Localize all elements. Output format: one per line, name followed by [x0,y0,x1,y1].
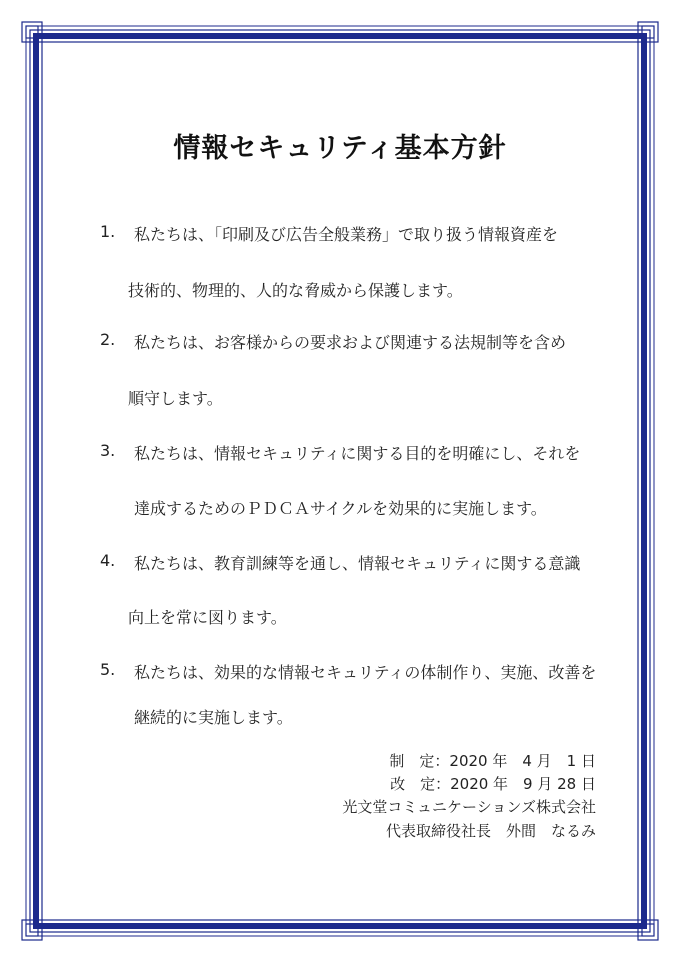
item-number: 3. [100,441,116,460]
item-line: 私たちは、お客様からの要求および関連する法規制等を含め [134,333,567,352]
item-number: 1. [100,222,116,241]
item-number: 5. [100,660,116,679]
item-line: 私たちは、「印刷及び広告全般業務」で取り扱う情報資産を [134,225,559,244]
item-line: 私たちは、効果的な情報セキュリティの体制作り、実施、改善を [134,663,597,682]
item-line: 技術的、物理的、人的な脅威から保護します。 [128,281,463,300]
revised-date: 改 定：2020 年 9 月 28 日 [390,775,596,793]
company-name: 光文堂コミュニケーションズ株式会社 [342,798,596,816]
item-line: 順守します。 [128,389,223,408]
item-number: 2. [100,330,116,349]
page-title: 情報セキュリティ基本方針 [173,133,507,164]
item-line: 私たちは、情報セキュリティに関する目的を明確にし、それを [134,444,581,463]
item-line: 私たちは、教育訓練等を通し、情報セキュリティに関する意識 [134,554,581,573]
item-number: 4. [100,551,116,570]
established-date: 制 定：2020 年 4 月 1 日 [389,752,596,770]
item-line: 継続的に実施します。 [134,708,293,727]
item-line: 達成するためのＰＤＣＡサイクルを効果的に実施します。 [134,499,547,518]
item-line: 向上を常に図ります。 [128,608,287,627]
representative-name: 代表取締役社長 外間 なるみ [385,822,596,840]
